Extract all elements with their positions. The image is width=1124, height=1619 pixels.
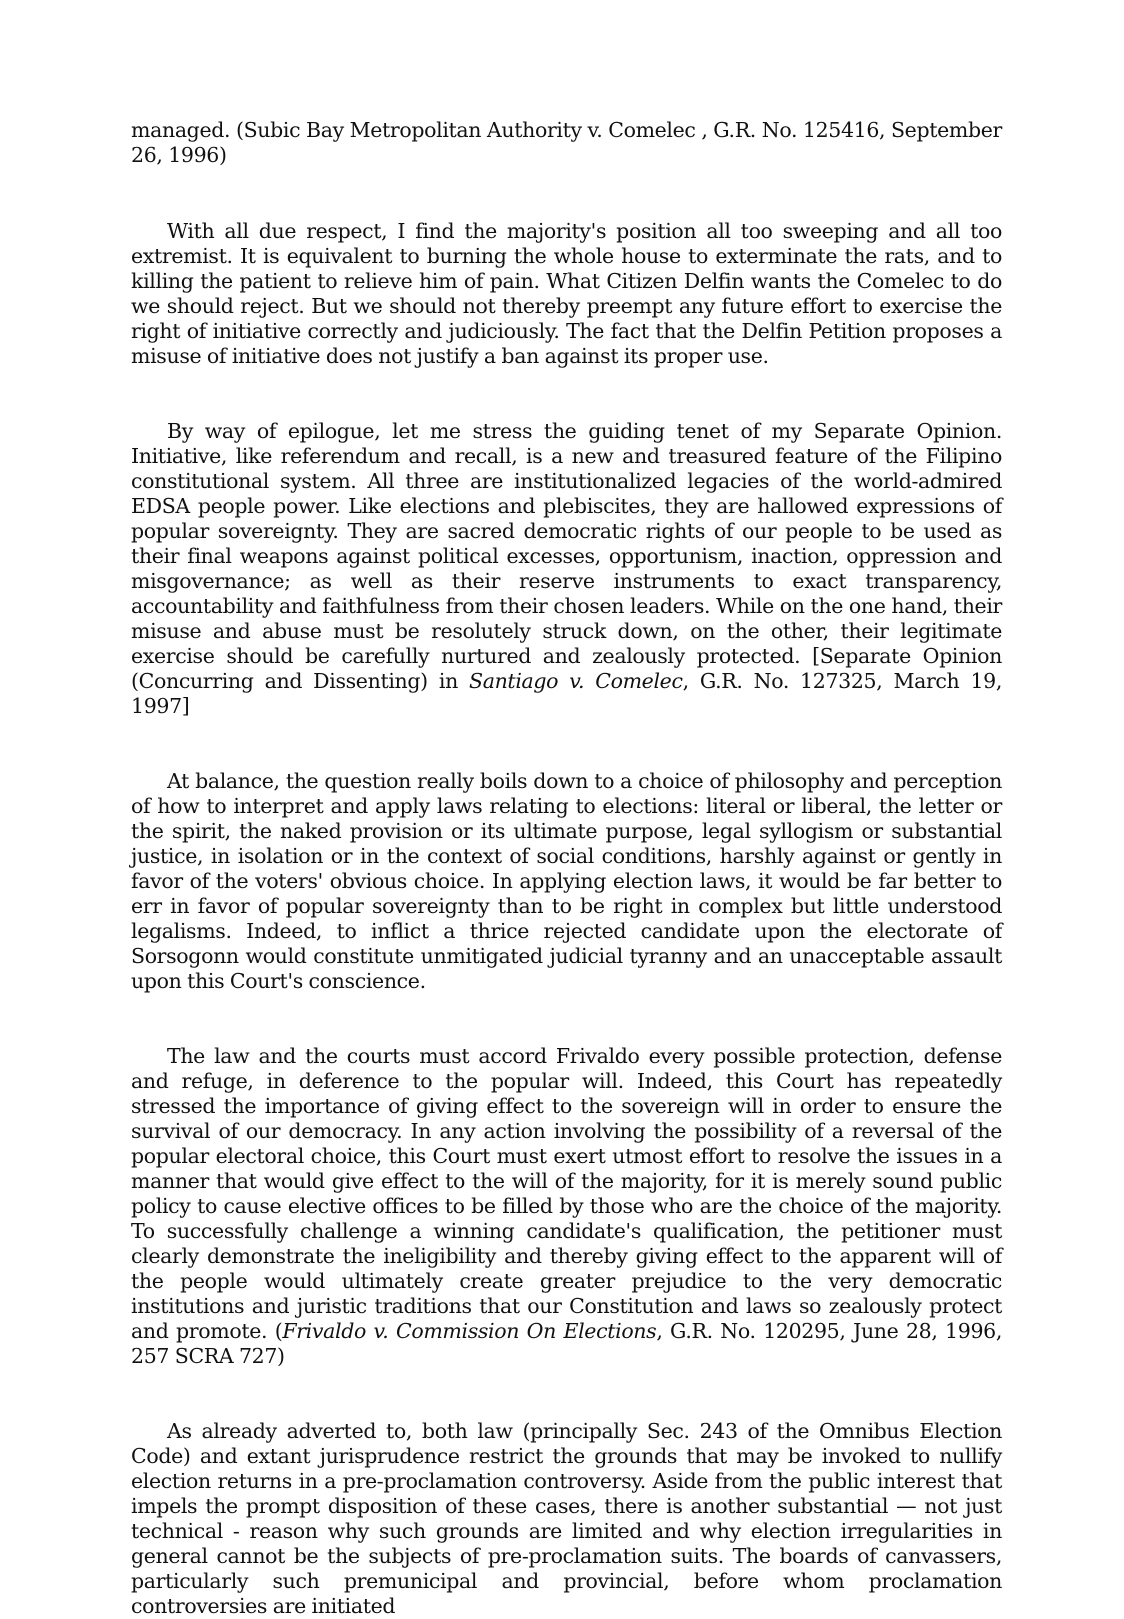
document-page xyxy=(131,118,1002,1619)
text-segment: At balance, the question really boils down to a choice of philosophy and perception of how to interpret and apply laws relating to elections: literal or liberal, the letter or the spirit, the naked provision or its ultimate purpose, legal syllogism or substantial justice, in isolation or in the context of social conditions, harshly against or gently in favor of the voters' obvious choice. In applying election laws, it would be far better to err in favor of popular sovereignty than to be right in complex but little understood legalisms. Indeed, to inflict a thrice rejected candidate upon the electorate of Sorsogonn would constitute unmitigated judicial tyranny and an unacceptable assault upon this Court's conscience. xyxy=(131,769,1002,993)
case-name-santiago: Santiago v. Comelec xyxy=(469,669,683,693)
paragraph-subic-bay-citation xyxy=(131,118,1002,168)
case-name-frivaldo: Frivaldo v. Commission On Elections xyxy=(282,1319,657,1343)
text-segment: As already adverted to, both law (principally Sec. 243 of the Omnibus Election Code) and extant jurisprudence restrict the grounds that may be invoked to nullify election returns in a pre-proclamation controversy. Aside from the public interest that impels the prompt disposition of these cases, there is another substantial — not just technical - reason why such grounds are limited and why election irregularities in general cannot be the subjects of pre-proclamation suits. The boards of canvassers, particularly such premunicipal and provincial, before whom proclamation controversies are initiated xyxy=(131,1419,1002,1618)
text-segment: The law and the courts must accord Frivaldo every possible protection, defense and refuge, in deference to the popular will. Indeed, this Court has repeatedly stressed the importance of giving effect to the sovereign will in order to ensure the survival of our democracy. In any action involving the possibility of a reversal of the popular electoral choice, this Court must exert utmost effort to resolve the issues in a manner that would give effect to the will of the majority, for it is merely sound public policy to cause elective offices to be filled by those who are the choice of the majority. To successfully challenge a winning candidate's qualification, the petitioner must clearly demonstrate the ineligibility and thereby giving effect to the apparent will of the people would ultimately create greater prejudice to the very democratic institutions and juristic traditions that our Constitution and laws so zealously protect and promote. ( xyxy=(131,1044,1002,1343)
paragraph-at-balance xyxy=(131,769,1002,994)
paragraph-pre-proclamation xyxy=(131,1419,1002,1619)
text-segment: , G.R. No. 120295, June 28, 1996, 257 SCRA 727) xyxy=(131,1319,1002,1368)
text-segment: With all due respect, I find the majority's position all too sweeping and all too extremist. It is equivalent to burning the whole house to exterminate the rats, and to killing the patient to relieve him of pain. What Citizen Delfin wants the Comelec to do we should reject. But we should not thereby preempt any future effort to exercise the right of initiative correctly and judiciously. The fact that the Delfin Petition proposes a misuse of initiative does not justify a ban against its proper use. xyxy=(131,219,1002,368)
paragraph-frivaldo xyxy=(131,1044,1002,1369)
text-segment: managed. (Subic Bay Metropolitan Authority v. Comelec , G.R. No. 125416, September 26, 1996) xyxy=(131,118,1002,167)
text-segment: , G.R. No. 127325, March 19, 1997] xyxy=(131,669,1003,718)
paragraph-epilogue xyxy=(131,419,1002,719)
text-segment: By way of epilogue, let me stress the guiding tenet of my Separate Opinion. Initiative, like referendum and recall, is a new and treasured feature of the Filipino constitutional system. All three are institutionalized legacies of the world-admired EDSA people power. Like elections and plebiscites, they are hallowed expressions of popular sovereignty. They are sacred democratic rights of our people to be used as their final weapons against political excesses, opportunism, inaction, oppression and misgovernance; as well as their reserve instruments to exact transparency, accountability and faithfulness from their chosen leaders. While on the one hand, their misuse and abuse must be resolutely struck down, on the other, their legitimate exercise should be carefully nurtured and zealously protected. [Separate Opinion (Concurring and Dissenting) in xyxy=(131,419,1002,693)
paragraph-majority-position xyxy=(131,219,1002,369)
